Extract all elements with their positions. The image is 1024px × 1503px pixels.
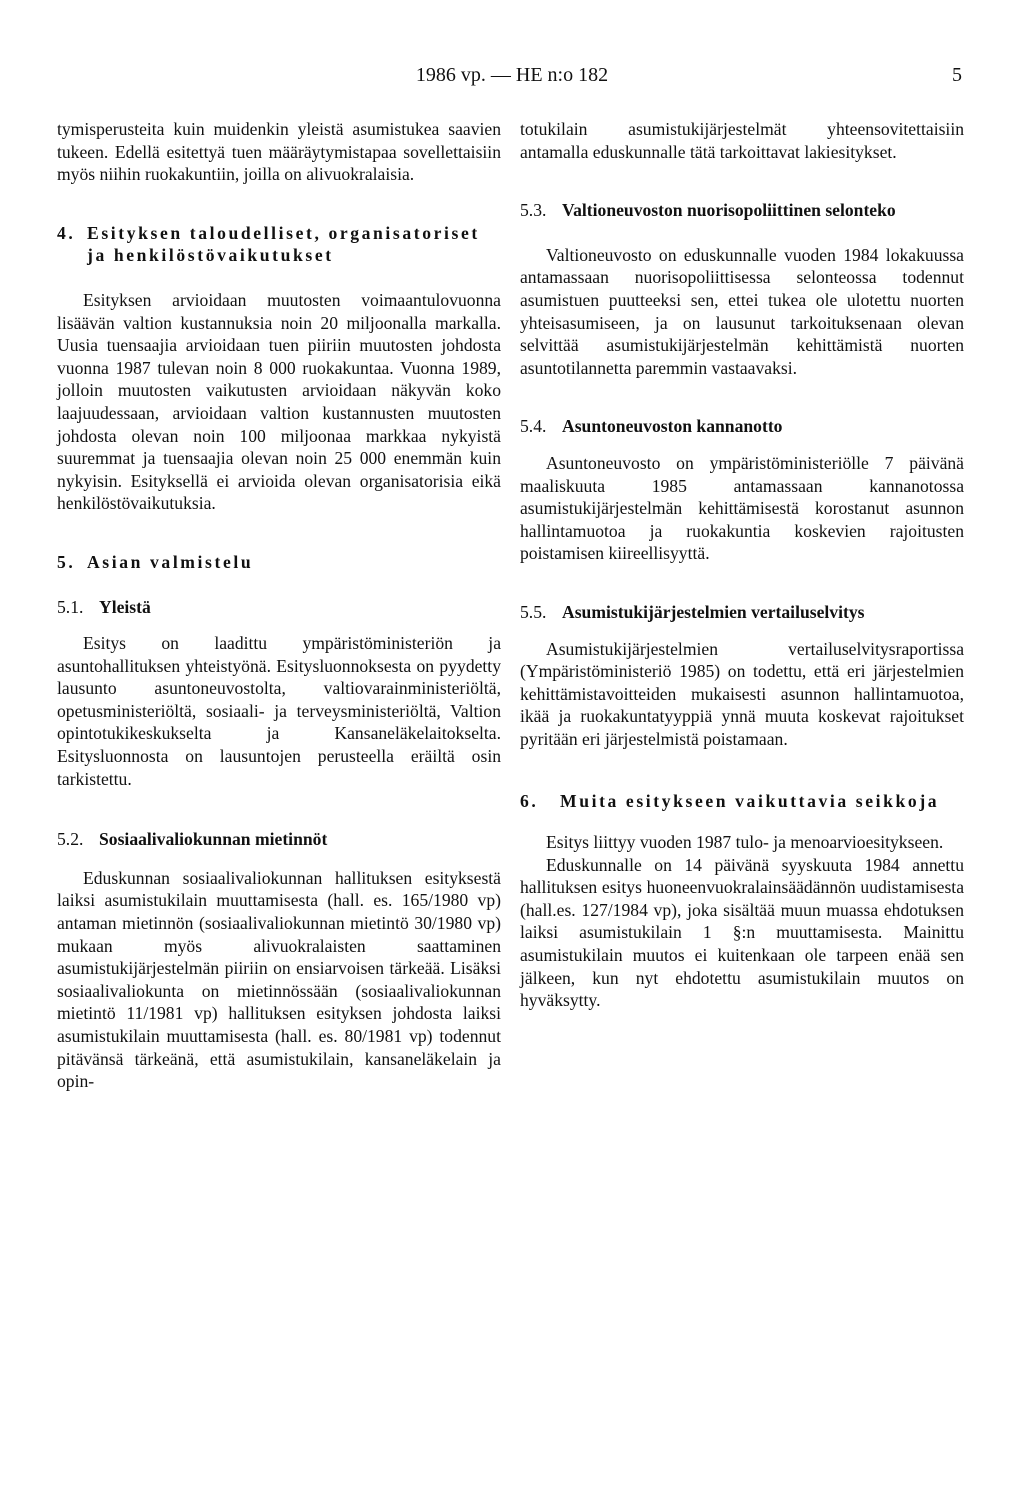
section-5-1-title: Yleistä	[99, 596, 151, 617]
section-4-number: 4.	[57, 222, 76, 243]
section-5-2-heading	[57, 828, 501, 851]
section-5-4-heading	[520, 415, 964, 438]
section-5-1-paragraph: Esitys on laadittu ympäristöministeriön ja asuntohallituksen yhteistyönä. Esitysluonnoksesta on pyydetty lausunto asuntoneuvostolta, valtiovarainministeriöltä, opetusministeriöltä, sosiaali- ja terveysministeriöltä, Valtion opintotukikeskukselta ja Kansaneläkelaitokselta. Esitysluonnosta on lausuntojen perusteella eräiltä osin tarkistettu.	[57, 633, 501, 789]
section-5-2-number: 5.2.	[57, 829, 84, 850]
section-5-4-title: Asuntoneuvoston kannanotto	[562, 416, 783, 437]
section-5-5-paragraph: Asumistukijärjestelmien vertailuselvitysraportissa (Ympäristöministeriö 1985) on todettu, että eri järjestelmien kehittämistavoitteiden mukaisesti asunnon hallintamuotoa, ikää ja ruokakuntatyyppiä ynnä muuta koskevat rajoitukset pyritään eri järjestelmistä poistamaan.	[520, 638, 964, 749]
section-5-1-number: 5.1.	[57, 596, 84, 617]
section-6-paragraph-1: Esitys liittyy vuoden 1987 tulo- ja menoarvioesitykseen.	[546, 832, 944, 853]
section-5-3-paragraph: Valtioneuvosto on eduskunnalle vuoden 1984 lokakuussa antamassaan nuorisopoliittisessa selonteossa todennut asumistuen puutteeksi sen, ettei tukea ole ulotettu nuorten yhteisasumiseen, ja on lausunut tarkoituksenaan olevan selvittää asumistukijärjestelmän kehittämistä nuorten asuntotilannetta paremmin vastaavaksi.	[520, 244, 964, 378]
left-intro-paragraph: tymisperusteita kuin muidenkin yleistä asumistukea saavien tukeen. Edellä esitettyä tuen määräytymistapaa sovellettaisiin myös niihin ruokakuntiin, joilla on alivuokralaisia.	[57, 119, 501, 185]
section-4-title: Esityksen taloudelliset, organisatoriset ja henkilöstövaikutukset	[87, 222, 480, 266]
section-5-3-number: 5.3.	[520, 200, 547, 221]
section-5-3-title: Valtioneuvoston nuorisopoliittinen selonteko	[562, 200, 896, 221]
section-5-5-title: Asumistukijärjestelmien vertailuselvitys	[562, 601, 865, 622]
section-5-heading	[57, 551, 501, 574]
section-6-heading	[520, 790, 964, 813]
section-6-number: 6.	[520, 791, 539, 812]
section-5-title: Asian valmistelu	[87, 551, 254, 572]
header-title: 1986 vp. — HE n:o 182	[415, 64, 609, 86]
section-5-1-heading	[57, 596, 501, 619]
section-6-paragraph-2: Eduskunnalle on 14 päivänä syyskuuta 1984 annettu hallituksen esitys huoneenvuokralainsäädännön uudistamisesta (hall.es. 127/1984 vp), joka sisältää muun muassa ehdotuksen laiksi asumistukilain 1 §:n muuttamisesta. Mainittu asumistukilain muutos ei kuitenkaan ole tarpeen enää sen jälkeen, kun nyt ehdotettu asumistukilain muutos on hyväksytty.	[520, 854, 964, 1011]
right-column	[520, 118, 964, 1012]
section-5-4-paragraph: Asuntoneuvosto on ympäristöministeriölle 7 päivänä maaliskuuta 1985 antamassaan kannanotossa asumistukijärjestelmän kehittämisestä korostanut asunnon hallintamuotoa ja ruokakuntia koskevien rajoitusten poistamisen kiireellisyyttä.	[520, 452, 964, 564]
section-5-3-heading	[520, 199, 964, 222]
page-header	[0, 64, 1024, 94]
section-5-2-paragraph: Eduskunnan sosiaalivaliokunnan hallituksen esityksestä laiksi asumistukilain muuttamisesta (hall. es. 165/1980 vp) antaman mietinnön (sosiaalivaliokunnan mietintö 30/1980 vp) mukaan myös alivuokralaisten saattaminen asumistukijärjestelmän piiriin on ensiarvoisen tärkeää. Lisäksi sosiaalivaliokunta on mietinnössään (sosiaalivaliokunnan mietintö 11/1981 vp) hallituksen esityksen johdosta laiksi asumistukilain muuttamisesta (hall. es. 80/1981 vp) todennut pitävänsä tärkeänä, että asumistukilain, kansaneläkelain ja opin-	[57, 867, 501, 1092]
section-6-title: Muita esitykseen vaikuttavia seikkoja	[560, 791, 940, 812]
section-4-heading	[57, 222, 501, 267]
section-5-4-number: 5.4.	[520, 416, 547, 437]
section-4-paragraph: Esityksen arvioidaan muutosten voimaantulovuonna lisäävän valtion kustannuksia noin 20 miljoonalla markalla. Uusia tuensaajia arvioidaan tuen piiriin muutosten johdosta vuonna 1987 tulevan noin 8 000 ruokakuntaa. Vuonna 1989, jolloin muutosten vaikutusten arvioidaan näkyvän koko laajuudessaan, arvioidaan valtion kustannusten muutosten johdosta olevan noin 100 miljoonaa markkaa nykyistä suuremmat ja tuensaajia olevan noin 25 000 enemmän kuin nykyisin. Esityksellä ei arvioida olevan organisatorisia eikä henkilöstövaikutuksia.	[57, 289, 501, 514]
section-5-2-title: Sosiaalivaliokunnan mietinnöt	[99, 829, 328, 850]
section-5-number: 5.	[57, 551, 76, 572]
page-number: 5	[952, 64, 962, 86]
section-5-5-number: 5.5.	[520, 601, 547, 622]
left-column	[57, 118, 501, 1093]
right-intro-paragraph: totukilain asumistukijärjestelmät yhteensovitettaisiin antamalla eduskunnalle tätä tarkoittavat lakiesitykset.	[520, 119, 964, 162]
section-5-5-heading	[520, 601, 964, 624]
